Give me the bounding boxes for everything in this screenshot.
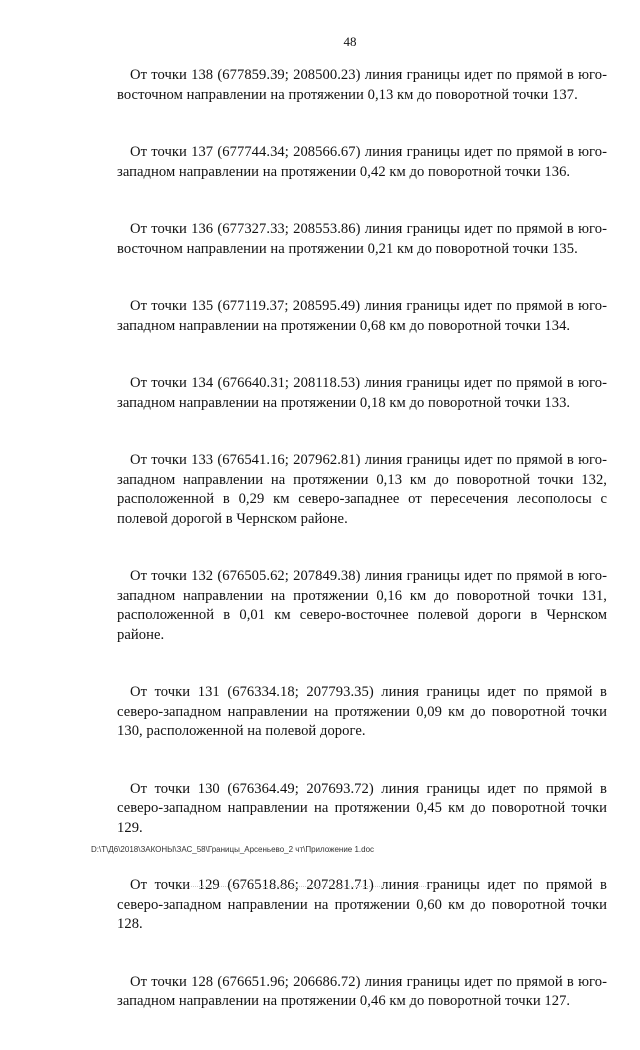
- boundary-paragraph: От точки 136 (677327.33; 208553.86) линия границы идет по прямой в юго-восточном направлении на протяжении 0,21 км до поворотной точки 135.: [117, 221, 607, 257]
- page-number: 48: [343, 34, 357, 49]
- boundary-paragraph: От точки 137 (677744.34; 208566.67) линия границы идет по прямой в юго-западном направлении на протяжении 0,42 км до поворотной точки 136.: [117, 144, 607, 180]
- boundary-paragraph: От точки 129 (676518.86; 207281.71) линия границы идет по прямой в северо-западном направлении на протяжении 0,60 км до поворотной точки 128.: [117, 877, 607, 932]
- boundary-paragraph: От точки 138 (677859.39; 208500.23) линия границы идет по прямой в юго-восточном направлении на протяжении 0,13 км до поворотной точки 137.: [117, 67, 607, 103]
- footer-file-path: D:\Т\Д6\2018\ЗАКОНЫ\ЗАС_58\Границы_Арсеньево_2 чт\Приложение 1.doc: [91, 845, 375, 854]
- boundary-paragraph: От точки 135 (677119.37; 208595.49) линия границы идет по прямой в юго-западном направлении на протяжении 0,68 км до поворотной точки 134.: [117, 298, 607, 334]
- boundary-paragraph: От точки 128 (676651.96; 206686.72) линия границы идет по прямой в юго-западном направлении на протяжении 0,46 км до поворотной точки 127.: [117, 973, 607, 1009]
- boundary-paragraph: От точки 134 (676640.31; 208118.53) линия границы идет по прямой в юго-западном направлении на протяжении 0,18 км до поворотной точки 133.: [117, 375, 607, 411]
- boundary-paragraph: От точки 132 (676505.62; 207849.38) линия границы идет по прямой в юго-западном направлении на протяжении 0,16 км до поворотной точки 131, расположенной в 0,01 км северо-восточнее полевой дороги в Чернском районе.: [117, 568, 607, 643]
- boundary-paragraph: От точки 133 (676541.16; 207962.81) линия границы идет по прямой в юго-западном направлении на протяжении 0,13 км до поворотной точки 132, расположенной в 0,29 км северо-западнее от пересечения лесополосы с полевой дорогой в Чернском районе.: [117, 452, 607, 527]
- scan-artifact-divider: [180, 886, 440, 890]
- document-body: [117, 66, 607, 1050]
- boundary-paragraph: От точки 131 (676334.18; 207793.35) линия границы идет по прямой в северо-западном направлении на протяжении 0,09 км до поворотной точки 130, расположенной на полевой дороге.: [117, 684, 607, 739]
- boundary-paragraph: От точки 130 (676364.49; 207693.72) линия границы идет по прямой в северо-западном направлении на протяжении 0,45 км до поворотной точки 129.: [117, 780, 607, 836]
